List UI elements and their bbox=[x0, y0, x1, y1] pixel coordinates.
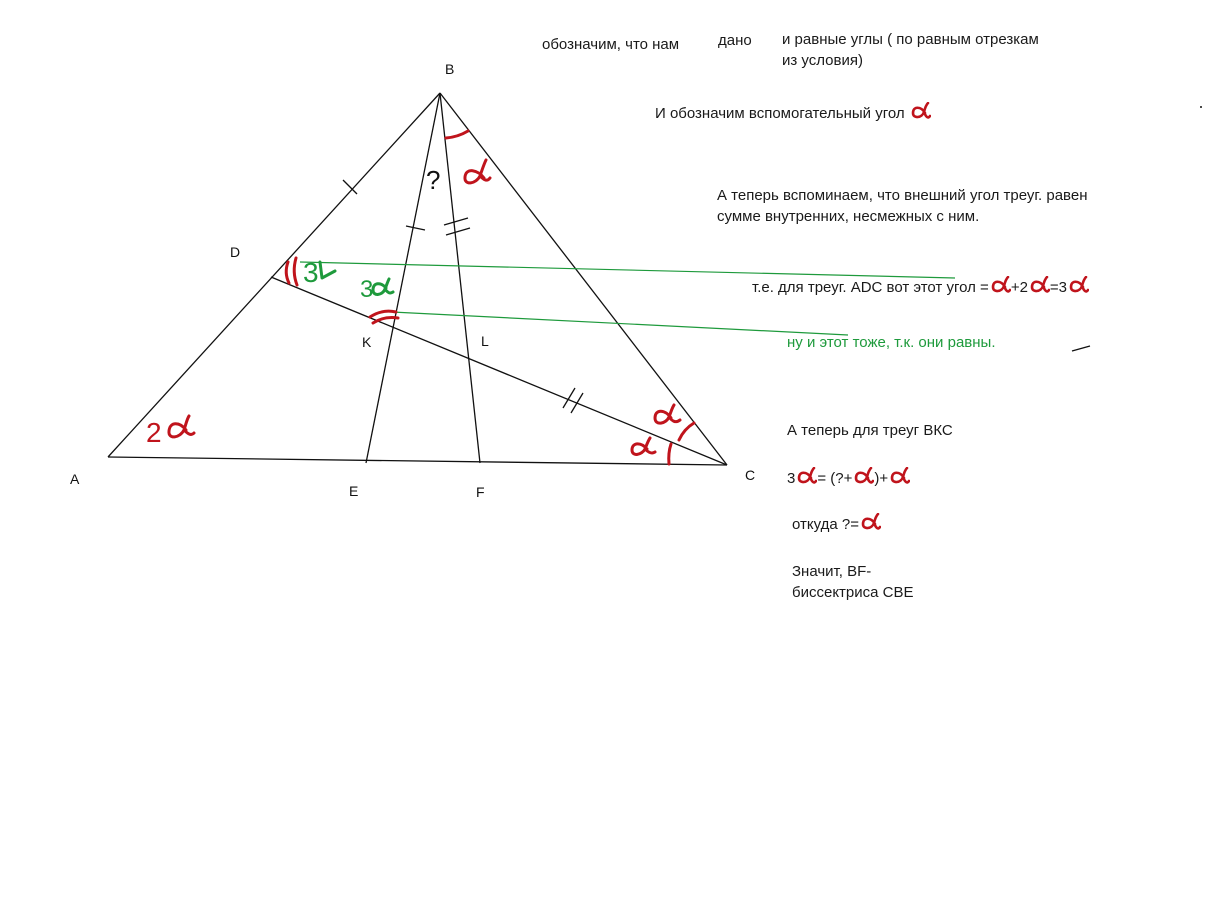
stray-mark bbox=[1072, 346, 1090, 351]
alpha-symbol-icon bbox=[909, 102, 931, 122]
note-external-angle-line2: сумме внутренних, несмежных с ним. bbox=[717, 208, 980, 225]
label-C: C bbox=[745, 467, 756, 483]
question-mark: ? bbox=[426, 165, 441, 195]
note-conclusion bbox=[792, 561, 914, 603]
side-AC bbox=[108, 457, 727, 465]
note-equal-angles-line2: из условия) bbox=[782, 52, 863, 69]
note-triangle-adc-text: т.е. для треуг. ADC вот этот угол = bbox=[752, 279, 989, 296]
alpha-symbol-icon bbox=[795, 467, 817, 487]
side-AB bbox=[108, 93, 440, 457]
alpha-symbol-icon bbox=[888, 467, 910, 487]
segment-DC bbox=[271, 277, 727, 465]
label-D: D bbox=[230, 244, 241, 260]
note-auxiliary-angle bbox=[655, 102, 931, 124]
note-auxiliary-angle-text: И обозначим вспомогательный угол bbox=[655, 105, 905, 122]
label-L: L bbox=[481, 333, 489, 349]
note-equation bbox=[787, 467, 910, 489]
alpha-K bbox=[373, 279, 393, 294]
angle-arc-B bbox=[446, 131, 468, 138]
two-alpha-A-digit: 2 bbox=[146, 417, 162, 448]
stray-dot bbox=[1200, 106, 1202, 108]
label-K: K bbox=[362, 334, 372, 350]
note-conclusion-line1: Значит, BF- bbox=[792, 563, 872, 580]
side-BC bbox=[440, 93, 727, 465]
alpha-symbol-icon bbox=[1028, 276, 1050, 296]
note-also-equal: ну и этот тоже, т.к. они равны. bbox=[787, 334, 996, 351]
note-external-angle-line1: А теперь вспоминаем, что внешний угол треуг. равен bbox=[717, 187, 1088, 204]
segment-BF bbox=[440, 93, 480, 463]
alpha-symbol-icon bbox=[989, 276, 1011, 296]
label-A: A bbox=[70, 471, 80, 487]
note-equation-end: )+ bbox=[874, 470, 889, 487]
label-E: E bbox=[349, 483, 359, 499]
note-equal-angles-line1: и равные углы ( по равным отрезкам bbox=[782, 31, 1039, 48]
angle-arc-C-upper bbox=[679, 423, 694, 440]
alpha-D bbox=[320, 262, 335, 278]
segment-BE bbox=[366, 93, 440, 463]
label-B: B bbox=[445, 61, 455, 77]
three-alpha-D-digit: 3 bbox=[303, 257, 319, 288]
tick-BL-1 bbox=[444, 218, 468, 225]
label-F: F bbox=[476, 484, 485, 500]
angle-arc-D-2 bbox=[294, 258, 297, 285]
note-equal-angles bbox=[782, 29, 1039, 71]
tick-BK bbox=[406, 226, 425, 230]
alpha-C-upper bbox=[655, 405, 680, 423]
alpha-symbol-icon bbox=[852, 467, 874, 487]
tick-KC-2 bbox=[571, 393, 583, 413]
alpha-C-lower bbox=[632, 438, 655, 454]
tick-BL-2 bbox=[446, 228, 470, 235]
note-equation-mid: = (?+ bbox=[817, 470, 853, 487]
alpha-A bbox=[169, 416, 194, 437]
note-triangle-adc-plus: +2 bbox=[1010, 279, 1028, 296]
alpha-symbol-icon bbox=[1067, 276, 1089, 296]
note-given: обозначим, что нам bbox=[542, 36, 680, 53]
three-alpha-K-digit: 3 bbox=[360, 276, 374, 303]
note-triangle-adc-eq: =3 bbox=[1049, 279, 1068, 296]
note-dano: дано bbox=[718, 32, 752, 49]
note-triangle-bkc: А теперь для треуг ВКС bbox=[787, 422, 953, 439]
note-triangle-adc bbox=[752, 276, 1089, 298]
alpha-B bbox=[465, 160, 490, 183]
note-conclusion-line2: биссектриса СВЕ bbox=[792, 584, 914, 601]
angle-arc-D-1 bbox=[286, 262, 289, 283]
alpha-symbol-icon bbox=[859, 513, 881, 533]
note-equation-3: 3 bbox=[787, 470, 796, 487]
pointer-line-K bbox=[392, 312, 848, 335]
note-hence bbox=[792, 513, 881, 535]
note-external-angle bbox=[717, 185, 1088, 227]
note-hence-text: откуда ?= bbox=[792, 516, 859, 533]
angle-arc-C-lower bbox=[669, 444, 671, 464]
